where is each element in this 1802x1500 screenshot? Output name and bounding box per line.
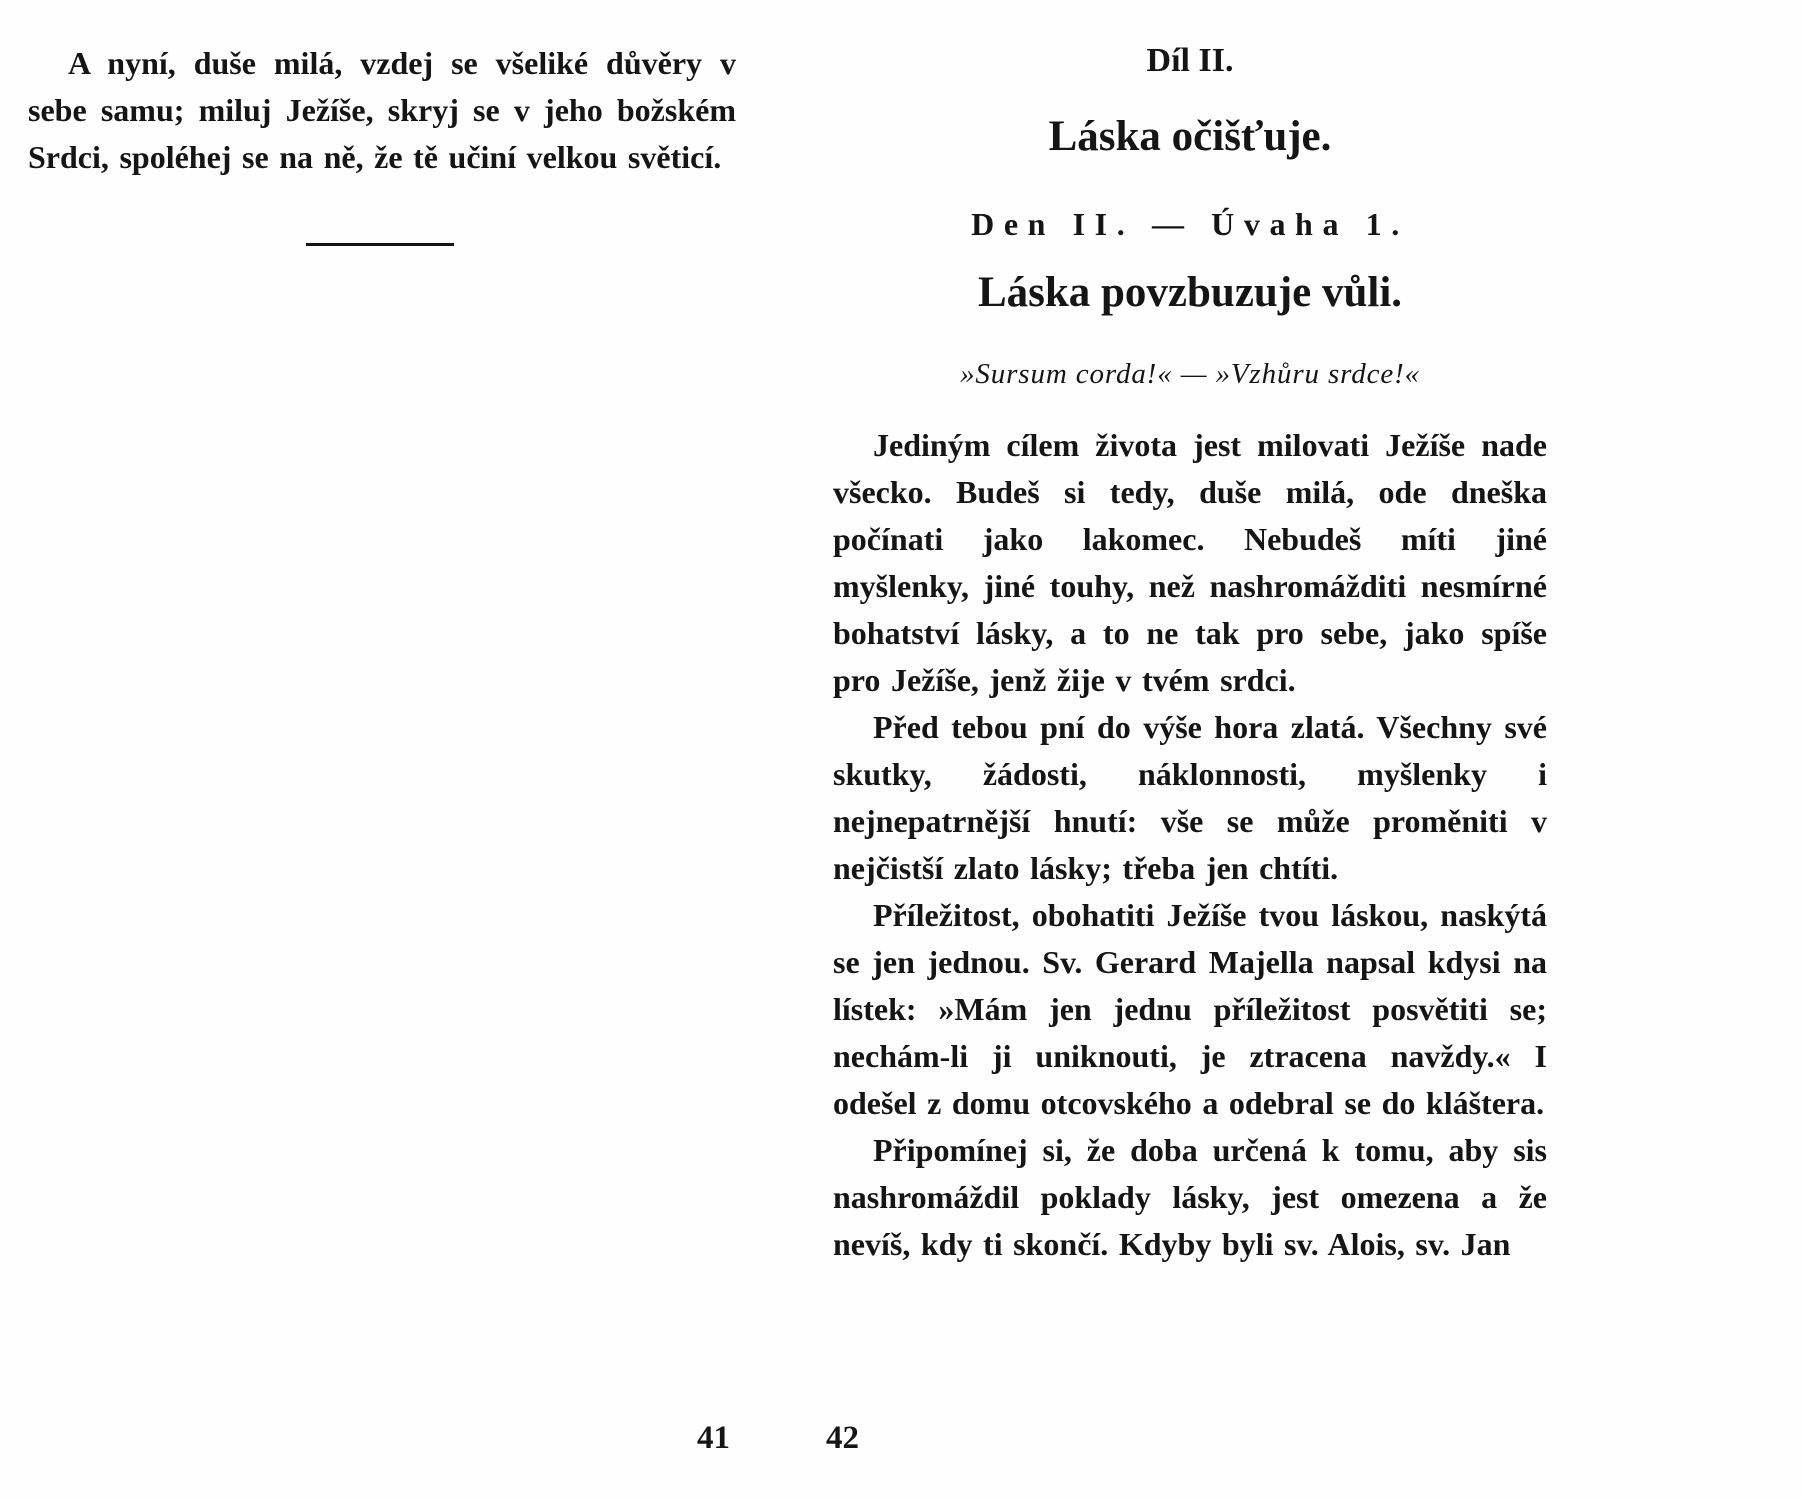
paragraph: Jediným cílem života jest milovati Ježíše nade všecko. Budeš si tedy, duše milá, ode dneška počínati jako lakomec. Nebudeš míti jiné myšlenky, jiné touhy, než nashromážditi nesmírné bohatství lásky, a to ne tak pro sebe, jako spíše pro Ježíše, jenž žije v tvém srdci. — [833, 427, 1547, 698]
page-number-left: 41 — [697, 1420, 730, 1456]
paragraph: Příležitost, obohatiti Ježíše tvou láskou, naskýtá se jen jednou. Sv. Gerard Majella napsal kdysi na lístek: »Mám jen jednu příležitost posvětiti se; nechám-li ji uniknouti, je ztracena navždy.« I odešel z domu otcovského a odebral se do kláštera. — [833, 897, 1547, 1121]
section-title: Láska povzbuzuje vůli. — [977, 269, 1403, 316]
paragraph: Před tebou pní do výše hora zlatá. Všechny své skutky, žádosti, náklonnosti, myšlenky i nejnepatrnější hnutí: vše se může proměniti v nejčistší zlato lásky; třeba jen chtíti. — [833, 709, 1547, 886]
section-divider — [306, 243, 454, 246]
day-heading: Den II. — Úvaha 1. — [971, 206, 1409, 242]
left-page — [28, 40, 736, 246]
paragraph: Připomínej si, že doba určená k tomu, aby sis nashromáždil poklady lásky, jest omezena a že nevíš, kdy ti skončí. Kdyby byli sv. Alois, sv. Jan — [833, 1132, 1547, 1262]
right-page — [833, 40, 1547, 1268]
epigraph: »Sursum corda!« — »Vzhůru srdce!« — [960, 358, 1420, 390]
left-page-paragraph: A nyní, duše milá, vzdej se všeliké důvěry v sebe samu; miluj Ježíše, skryj se v jeho božském Srdci, spoléhej se na ně, že tě učiní velkou světicí. — [28, 45, 736, 175]
chapter-title: Láska očišťuje. — [1048, 113, 1332, 160]
right-page-body — [833, 422, 1547, 1268]
page-number-right: 42 — [826, 1420, 859, 1456]
part-heading: Díl II. — [1146, 42, 1234, 79]
